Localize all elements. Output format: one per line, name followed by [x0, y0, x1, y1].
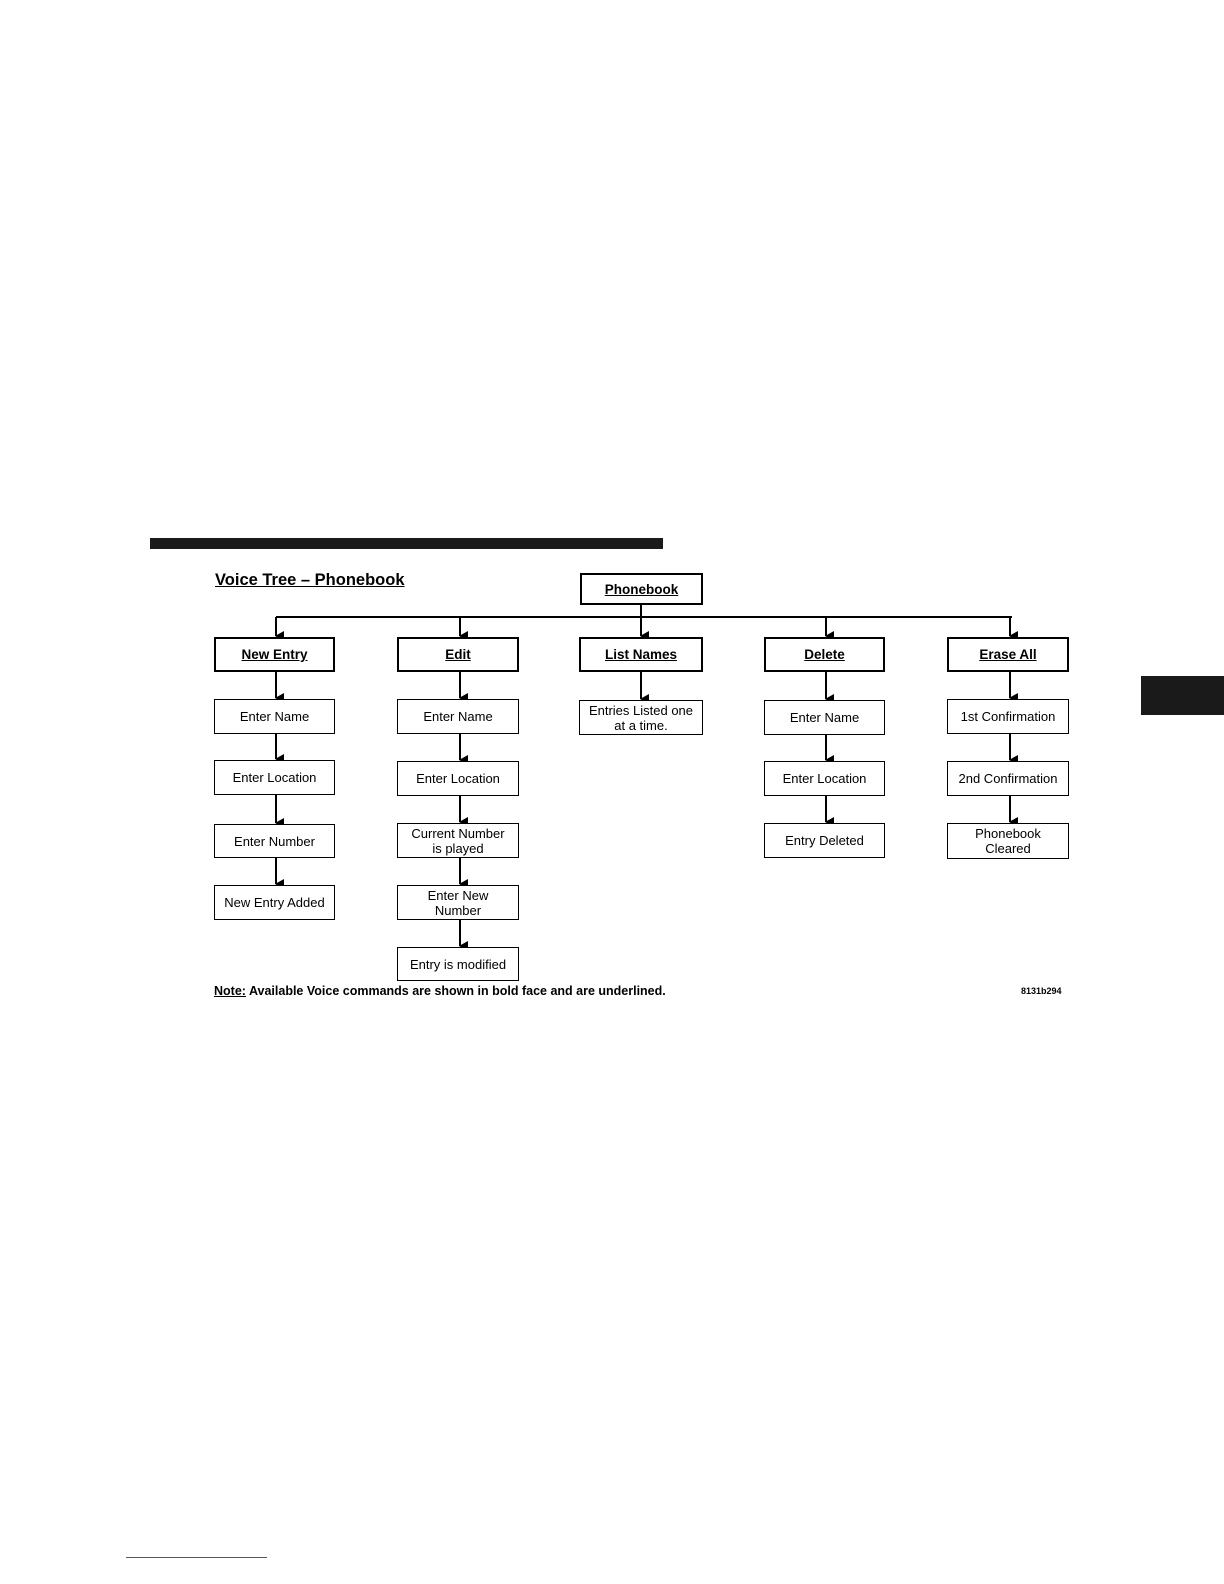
- header-rule: [150, 538, 663, 549]
- footnote-label: Note:: [214, 984, 246, 998]
- step-edit-current-number-played: Current Number is played: [397, 823, 519, 858]
- figure-id: 8131b294: [1021, 986, 1062, 996]
- command-new-entry: New Entry: [214, 637, 335, 672]
- step-delete-entry-deleted: Entry Deleted: [764, 823, 885, 858]
- command-erase-all: Erase All: [947, 637, 1069, 672]
- command-edit: Edit: [397, 637, 519, 672]
- step-new-entry-added: New Entry Added: [214, 885, 335, 920]
- step-delete-enter-location: Enter Location: [764, 761, 885, 796]
- step-edit-entry-modified: Entry is modified: [397, 947, 519, 981]
- section-tab: [1141, 676, 1224, 715]
- step-edit-enter-location: Enter Location: [397, 761, 519, 796]
- step-new-entry-enter-location: Enter Location: [214, 760, 335, 795]
- command-delete: Delete: [764, 637, 885, 672]
- step-delete-enter-name: Enter Name: [764, 700, 885, 735]
- footnote-text: Available Voice commands are shown in bold face and are underlined.: [245, 984, 666, 998]
- step-erase-all-2nd-confirmation: 2nd Confirmation: [947, 761, 1069, 796]
- step-edit-enter-name: Enter Name: [397, 699, 519, 734]
- command-list-names: List Names: [579, 637, 703, 672]
- footer-link-rule: [126, 1557, 267, 1558]
- step-erase-all-1st-confirmation: 1st Confirmation: [947, 699, 1069, 734]
- step-new-entry-enter-name: Enter Name: [214, 699, 335, 734]
- step-list-names-entries-listed: Entries Listed one at a time.: [579, 700, 703, 735]
- root-node-phonebook: Phonebook: [580, 573, 703, 605]
- step-edit-enter-new-number: Enter New Number: [397, 885, 519, 920]
- step-new-entry-enter-number: Enter Number: [214, 824, 335, 858]
- footnote: [214, 984, 666, 998]
- diagram-title: Voice Tree – Phonebook: [215, 571, 405, 589]
- step-erase-all-phonebook-cleared: Phonebook Cleared: [947, 823, 1069, 859]
